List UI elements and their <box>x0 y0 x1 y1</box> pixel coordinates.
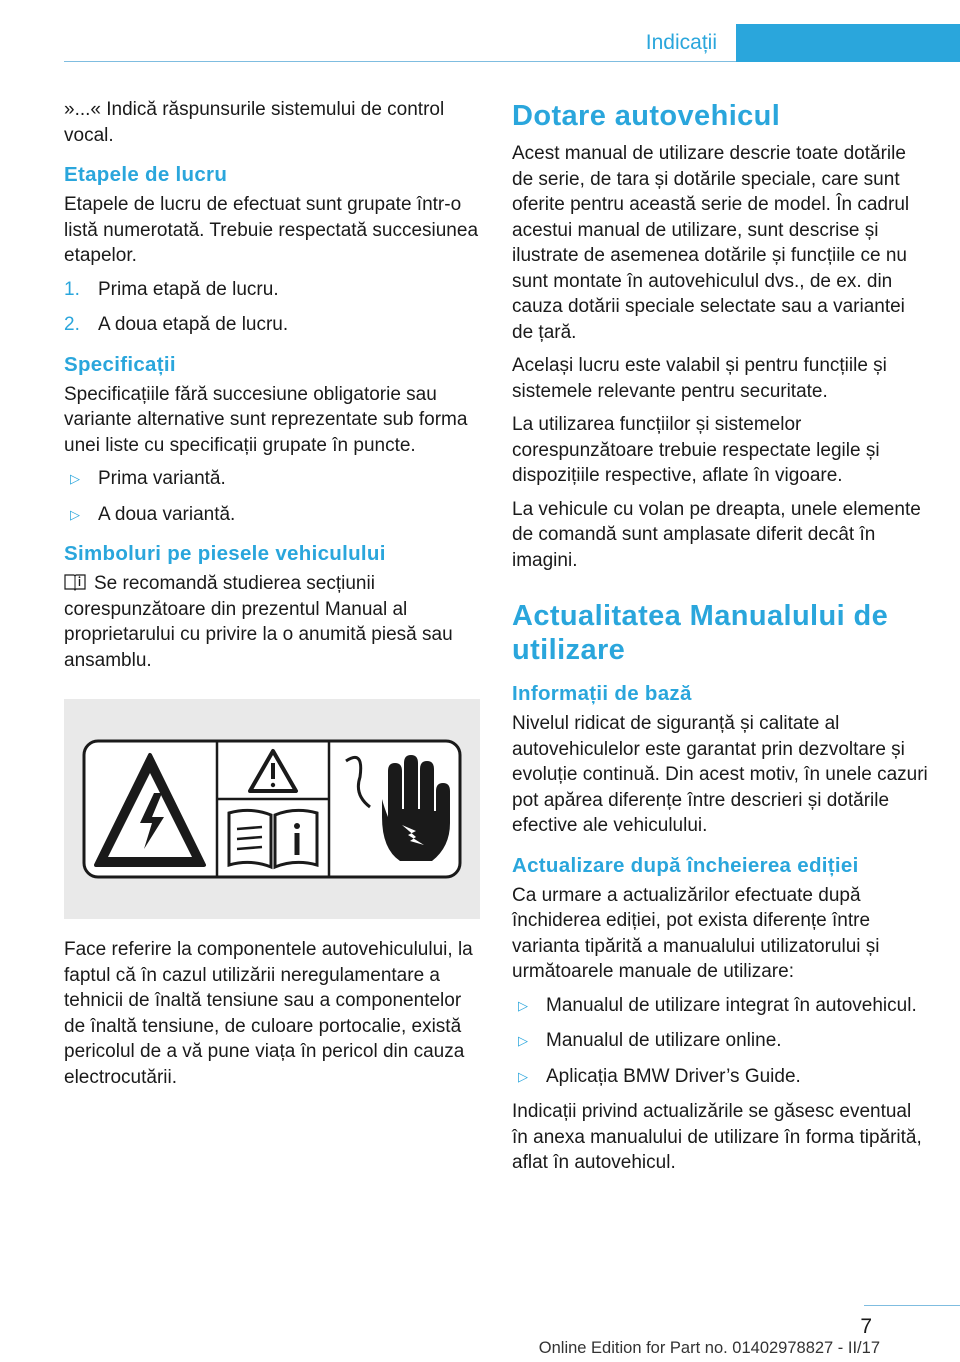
triangle-bullet-icon: ▷ <box>70 506 80 522</box>
list-item-label: A doua etapă de lucru. <box>98 314 289 335</box>
list-item <box>64 312 480 338</box>
footer-rule <box>864 1305 960 1306</box>
list-item <box>64 502 480 528</box>
list-item-label: A doua variantă. <box>98 503 236 525</box>
list-item <box>64 277 480 303</box>
equipment-paragraph-3: La utilizarea funcțiilor și sistemelor corespunzătoare trebuie respectate legile și dispozițiile respective, aflate în vigoare. <box>512 414 880 486</box>
intro-paragraph: »...« Indică răspunsurile sistemului de control vocal. <box>64 99 445 146</box>
list-item-label: Prima etapă de lucru. <box>98 278 279 300</box>
edition-note: Online Edition for Part no. 01402978827 - II/17 <box>538 1339 880 1357</box>
basics-heading: Informații de bază <box>512 682 692 705</box>
list-item-label: Prima variantă. <box>98 468 226 489</box>
page-number: 7 <box>860 1315 872 1338</box>
specs-list <box>64 466 480 527</box>
triangle-bullet-icon: ▷ <box>70 471 80 486</box>
list-number: 2. <box>64 314 80 335</box>
currency-heading: Actualitatea Manualului de utilizare <box>512 600 889 666</box>
list-item-label: Manualul de utilizare online. <box>546 1030 782 1051</box>
manual-variants-list <box>512 993 928 1090</box>
specs-heading: Specificații <box>64 352 176 376</box>
left-column <box>64 97 480 1098</box>
symbols-heading: Simboluri pe piesele vehiculului <box>64 542 386 565</box>
list-item <box>512 993 928 1019</box>
book-info-icon <box>64 573 86 591</box>
steps-heading: Etapele de lucru <box>64 163 228 186</box>
update-heading: Actualizare după încheierea ediției <box>512 853 859 877</box>
basics-text: Nivelul ridicat de siguranță și calitate al autovehiculelor este garantat prin dezvoltare și evoluție continuă. Din acest motiv, în unele cazuri pot apărea diferențe între descrieri și dotările efective ale vehiculului. <box>512 713 928 836</box>
triangle-bullet-icon: ▷ <box>518 1033 528 1048</box>
list-item-label: Aplicația BMW Driver’s Guide. <box>546 1065 801 1087</box>
symbols-caption: Face referire la componentele autovehiculului, la faptul că în cazul utilizării neregulamentare a tehnicii de înaltă tensiune sau a componentelor de înaltă tensiune, de culoare portocalie, există pericolul de a vă pune viața în pericol din cauza electrocutării. <box>64 939 473 1088</box>
section-title: Indicații <box>645 31 717 54</box>
steps-list <box>64 277 480 338</box>
list-item <box>512 1028 928 1054</box>
steps-text: Etapele de lucru de efectuat sunt grupate într-o listă numerotată. Trebuie respectată succesiunea etapelor. <box>64 194 479 266</box>
update-text: Ca urmare a actualizărilor efectuate după închiderea ediției, pot exista diferențe între varianta tipărită a manualului utilizatorului și următoarele manuale de utilizare: <box>512 884 880 982</box>
list-item-label: Manualul de utilizare integrat în autovehicul. <box>546 994 917 1016</box>
equipment-paragraph-4: La vehicule cu volan pe dreapta, unele elemente de comandă sunt amplasate diferit decât în imagini. <box>512 498 921 571</box>
section-tab <box>736 24 960 62</box>
specs-text: Specificațiile fără succesiune obligatorie sau variante alternative sunt reprezentate sub forma unei liste cu specificații grupate în puncte. <box>64 383 468 456</box>
list-item <box>64 466 480 492</box>
triangle-bullet-icon: ▷ <box>518 1068 528 1084</box>
list-item <box>512 1064 928 1090</box>
equipment-paragraph-1: Acest manual de utilizare descrie toate dotările de serie, de tara și dotările speciale, care sunt oferite pentru această serie de model. În cadrul acestui manual de utilizare, sunt descrise și ilustrate de asemenea dotările și funcțiile ce nu sunt montate în autovehiculul dvs., de ex. din cauza dotării speciale selectate sau a variantei de țară. <box>512 143 910 343</box>
warning-symbols-illustration <box>64 699 480 919</box>
right-column <box>512 97 928 1184</box>
equipment-paragraph-2: Același lucru este valabil și pentru funcțiile și sistemele relevante pentru securitate. <box>512 355 887 402</box>
list-number: 1. <box>64 278 80 300</box>
triangle-bullet-icon: ▷ <box>518 997 528 1013</box>
symbols-text: Se recomandă studierea secțiunii corespunzătoare din prezentul Manual al proprietarului cu privire la o anumită piesă sau ansamblu. <box>64 573 453 671</box>
equipment-heading: Dotare autovehicul <box>512 100 781 132</box>
closing-paragraph: Indicații privind actualizările se găsesc eventual în anexa manualului de utilizare în forma tipărită, aflat în autovehicul. <box>512 1101 922 1173</box>
